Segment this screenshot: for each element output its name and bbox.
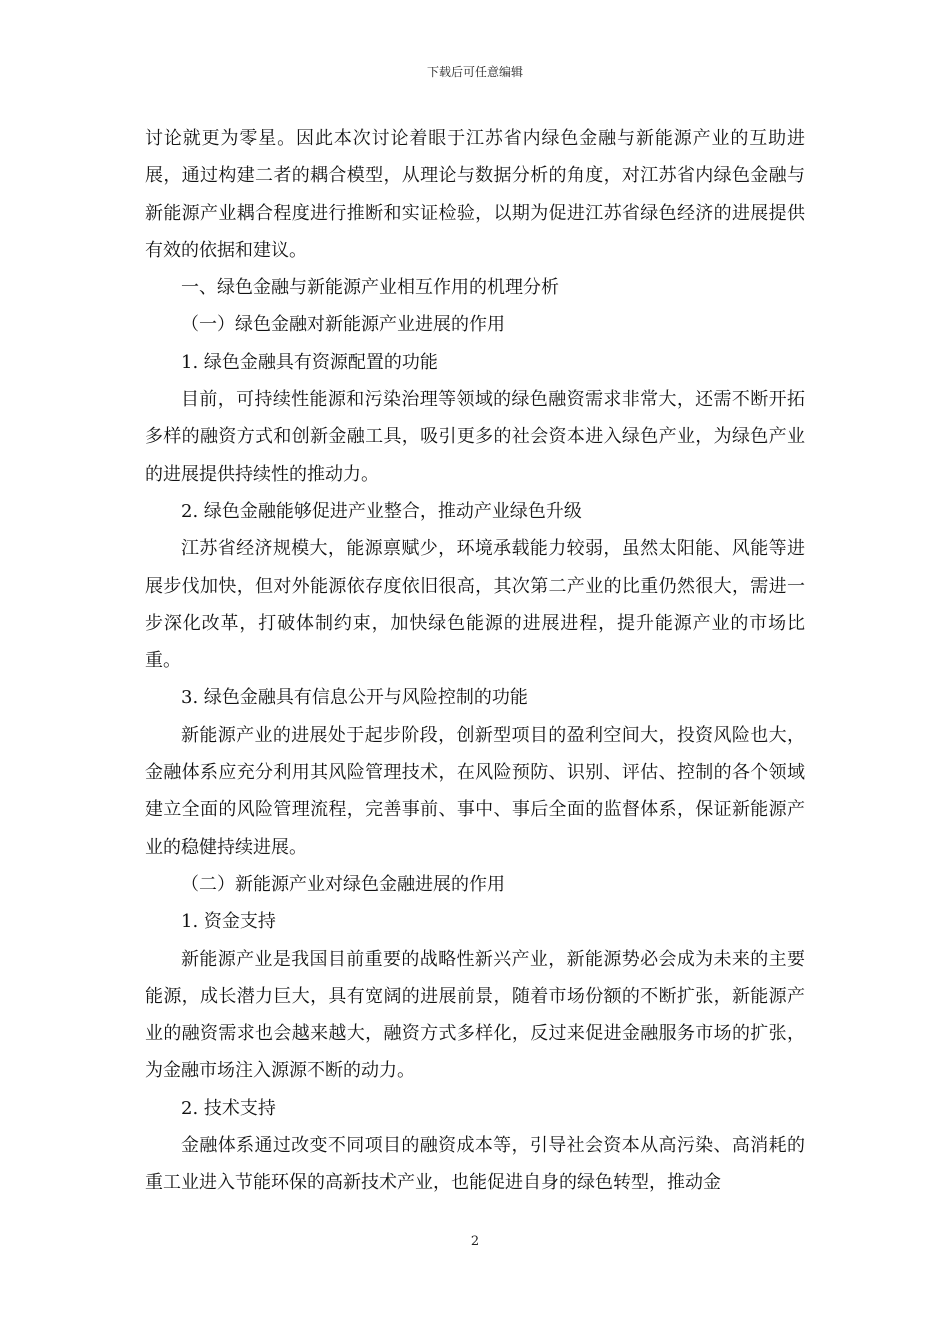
subsection-heading: （二）新能源产业对绿色金融进展的作用 (181, 873, 505, 895)
page-number: 2 (470, 1234, 480, 1249)
body-paragraph: 新能源产业的进展处于起步阶段，创新型项目的盈利空间大，投资风险也大，金融体系应充分利用其风险管理技术，在风险预防、识别、评估、控制的各个领域建立全面的风险管理流程，完善事前、事中、事后全面的监督体系，保证新能源产业的稳健持续进展。 (145, 724, 805, 858)
item-heading: 2. 绿色金融能够促进产业整合，推动产业绿色升级 (181, 500, 582, 522)
item-heading: 3. 绿色金融具有信息公开与风险控制的功能 (181, 687, 528, 709)
item-heading: 1. 资金支持 (181, 911, 276, 933)
body-paragraph: 金融体系通过改变不同项目的融资成本等，引导社会资本从高污染、高消耗的重工业进入节能环保的高新技术产业，也能促进自身的绿色转型，推动金 (145, 1135, 805, 1194)
body-paragraph: 新能源产业是我国目前重要的战略性新兴产业，新能源势必会成为未来的主要能源，成长潜力巨大，具有宽阔的进展前景，随着市场份额的不断扩张，新能源产业的融资需求也会越来越大，融资方式多样化，反过来促进金融服务市场的扩张，为金融市场注入源源不断的动力。 (145, 948, 805, 1082)
document-body (145, 120, 805, 1202)
item-heading: 2. 技术支持 (181, 1097, 276, 1119)
item-heading: 1. 绿色金融具有资源配置的功能 (181, 351, 438, 373)
body-paragraph: 讨论就更为零星。因此本次讨论着眼于江苏省内绿色金融与新能源产业的互助进展，通过构建二者的耦合模型，从理论与数据分析的角度，对江苏省内绿色金融与新能源产业耦合程度进行推断和实证检验，以期为促进江苏省绿色经济的进展提供有效的依据和建议。 (145, 128, 805, 261)
page-header: 下载后可任意编辑 (426, 65, 523, 79)
section-heading: 一、绿色金融与新能源产业相互作用的机理分析 (181, 277, 559, 299)
body-paragraph: 江苏省经济规模大，能源禀赋少，环境承载能力较弱，虽然太阳能、风能等进展步伐加快，但对外能源依存度依旧很高，其次第二产业的比重仍然很大，需进一步深化改革，打破体制约束，加快绿色能源的进展进程，提升能源产业的市场比重。 (145, 538, 805, 672)
body-paragraph: 目前，可持续性能源和污染治理等领域的绿色融资需求非常大，还需不断开拓多样的融资方式和创新金融工具，吸引更多的社会资本进入绿色产业，为绿色产业的进展提供持续性的推动力。 (145, 389, 805, 485)
subsection-heading: （一）绿色金融对新能源产业进展的作用 (181, 314, 505, 336)
